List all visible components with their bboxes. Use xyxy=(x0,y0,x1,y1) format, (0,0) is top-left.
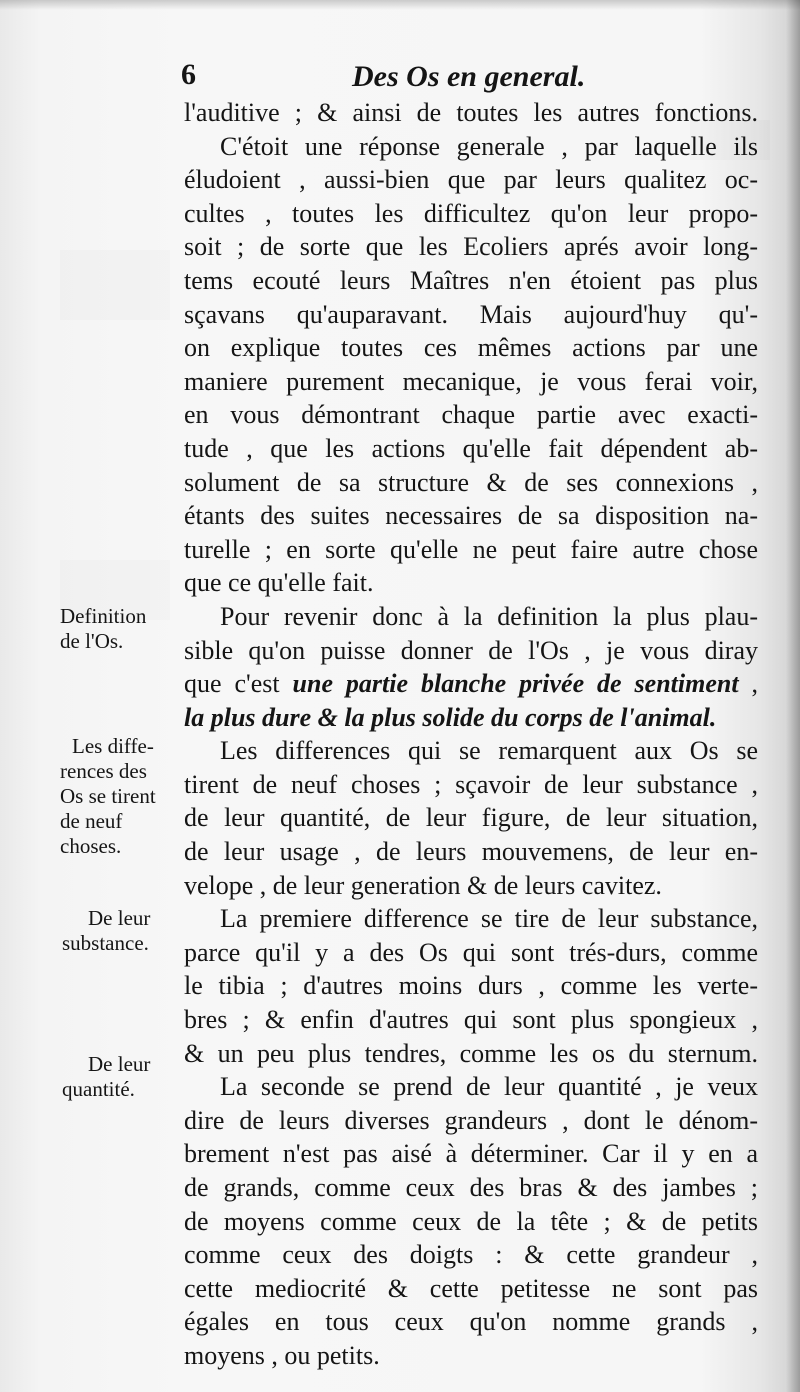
text-line: soit ; de sorte que les Ecoliers aprés avoir long- xyxy=(184,232,758,262)
page-shadow-top xyxy=(0,0,800,10)
text-line: bres ; & enfin d'autres qui sont plus spongieux , xyxy=(184,1005,758,1035)
margin-note-line: de neuf xyxy=(60,809,123,833)
text-line: cette mediocrité & cette petitesse ne sont pas xyxy=(184,1273,758,1303)
margin-note-line: Les diffe- xyxy=(72,734,154,758)
text-line: brement n'est pas aisé à déterminer. Car il y en a xyxy=(184,1139,758,1169)
margin-note-line: Os se tirent xyxy=(60,784,156,808)
margin-note-quantity xyxy=(62,1052,186,1102)
text-line: comme ceux des doigts : & cette grandeur , xyxy=(184,1240,758,1270)
margin-note-line: rences des xyxy=(60,759,147,783)
text-line: cultes , toutes les difficultez qu'on leur propo- xyxy=(184,198,758,228)
margin-note-line: De leur xyxy=(88,906,151,930)
text-line: velope , de leur generation & de leurs cavitez. xyxy=(184,870,662,900)
text-line: & un peu plus tendres, comme les os du sternum. xyxy=(184,1038,758,1068)
text-line: maniere purement mecanique, je vous ferai voir, xyxy=(184,366,758,396)
margin-note-differences xyxy=(60,734,184,859)
text-line: sible qu'on puisse donner de l'Os , je vous diray xyxy=(184,635,758,665)
definition-line: que c'est une partie blanche privée de sentiment , xyxy=(184,669,758,699)
text-line: sçavans qu'auparavant. Mais aujourd'huy qu'- xyxy=(184,299,758,329)
text-line: tems ecouté leurs Maîtres n'en étoient pas plus xyxy=(184,265,758,295)
definition-emphasis: une partie blanche privée de sentiment xyxy=(292,669,739,699)
text-line: on explique toutes ces mêmes actions par une xyxy=(184,333,758,363)
text-line: C'étoit une réponse generale , par laquelle ils xyxy=(220,131,758,161)
text-line: de grands, comme ceux des bras & des jambes ; xyxy=(184,1173,758,1202)
text-line: dire de leurs diverses grandeurs , dont le dénom- xyxy=(184,1105,758,1135)
margin-note-line: choses. xyxy=(60,834,122,858)
running-title: Des Os en general. xyxy=(352,60,586,93)
page-shadow-right xyxy=(786,0,800,1392)
margin-note-line: de l'Os. xyxy=(60,629,124,653)
text-line: tude , que les actions qu'elle fait dépendent ab- xyxy=(184,433,758,463)
definition-line: la plus dure & la plus solide du corps de l'animal. xyxy=(184,702,717,732)
show-through-2 xyxy=(60,250,170,320)
text-line: étants des suites necessaires de sa disposition na- xyxy=(184,501,758,531)
text-line: parce qu'il y a des Os qui sont trés-durs, comme xyxy=(184,937,758,967)
text-line: turelle ; en sorte qu'elle ne peut faire autre chose xyxy=(184,534,758,564)
text-line: La seconde se prend de leur quantité , je veux xyxy=(220,1072,758,1102)
margin-note-line: quantité. xyxy=(62,1077,135,1101)
margin-note-definition xyxy=(60,604,184,654)
text-line: tirent de neuf choses ; sçavoir de leur substance , xyxy=(184,769,758,799)
text-line: le tibia ; d'autres moins durs , comme les verte- xyxy=(184,971,758,1001)
text-line: que ce qu'elle fait. xyxy=(184,568,374,598)
text-line: de moyens comme ceux de la tête ; & de petits xyxy=(184,1206,758,1236)
text-line: La premiere difference se tire de leur substance, xyxy=(220,904,758,934)
text-line: en vous démontrant chaque partie avec exacti- xyxy=(184,400,758,430)
margin-note-line: substance. xyxy=(62,931,149,955)
text-line: solument de sa structure & de ses connexions , xyxy=(184,467,758,497)
margin-note-line: De leur xyxy=(88,1052,151,1076)
text-line: moyens , ou petits. xyxy=(184,1340,380,1370)
text-line: éludoient , aussi-bien que par leurs qualitez oc- xyxy=(184,165,758,195)
text-line: Les differences qui se remarquent aux Os se xyxy=(220,736,758,766)
text-line: de leur usage , de leurs mouvemens, de leur en- xyxy=(184,837,758,867)
page-number: 6 xyxy=(181,58,196,91)
text-line: égales en tous ceux qu'on nomme grands , xyxy=(184,1307,758,1337)
text-line: Pour revenir donc à la definition la plus plau- xyxy=(220,601,758,631)
margin-note-line: Definition xyxy=(60,604,147,628)
text-line: de leur quantité, de leur figure, de leur situation, xyxy=(184,803,758,833)
body-text xyxy=(184,96,758,1373)
margin-note-substance xyxy=(62,906,186,956)
text-line: l'auditive ; & ainsi de toutes les autres fonctions. xyxy=(184,98,758,127)
